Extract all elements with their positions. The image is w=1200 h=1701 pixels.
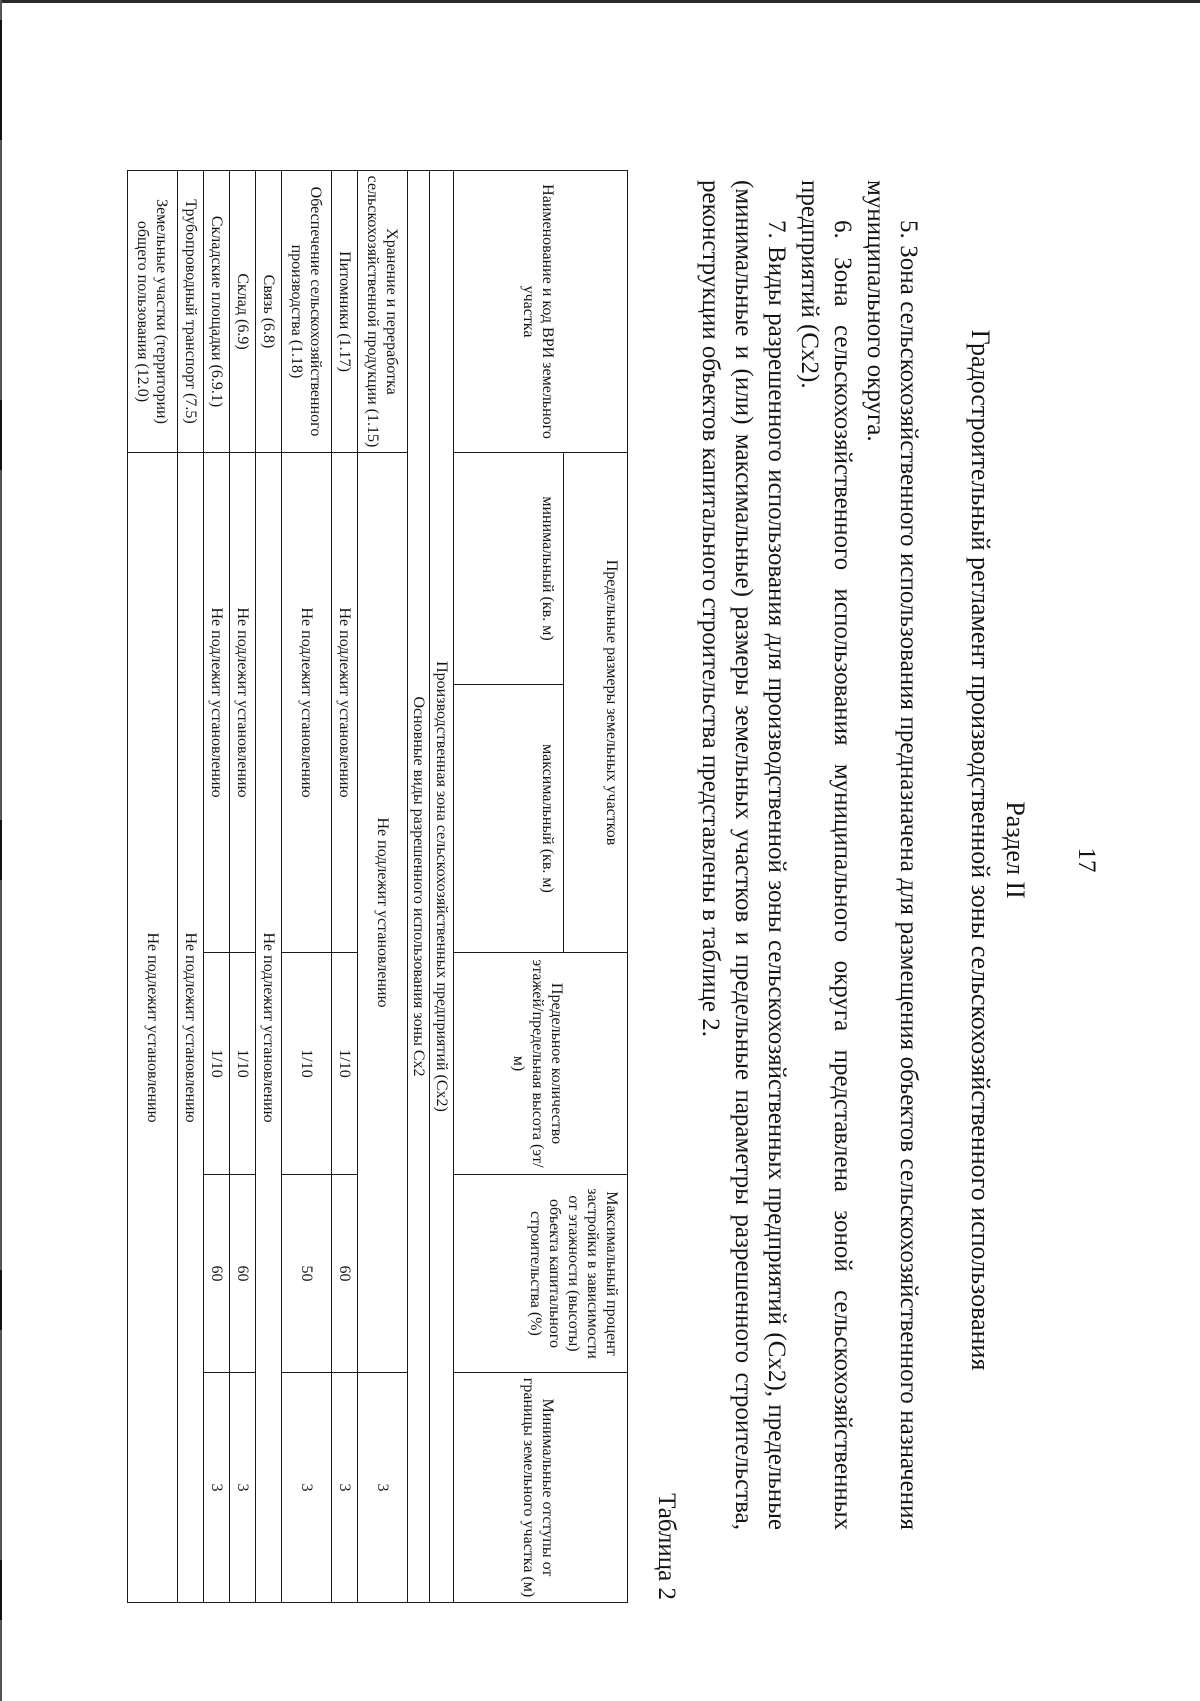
header-name: Наименование и код ВРИ земельного участка	[454, 171, 628, 453]
scan-top-edge	[0, 0, 1200, 3]
row-size-value: Не подлежит установлению	[282, 453, 332, 953]
row-floors: 1/10	[332, 953, 358, 1175]
paragraph-7: 7. Виды разрешенного использования для производственной зоны сельскохозяйственных предприятий (Сх2), предельные (минимальные и (или) максимальные) размеры земельных участков и предельные параметры разрешенного строительства, реконструкции объектов капитального строительства представлены в таблице 2.	[697, 180, 790, 1530]
row-setback: 3	[358, 1373, 408, 1603]
row-name: Хранение и переработка сельскохозяйственной продукции (1.15)	[358, 171, 408, 453]
row-merged-value: Не подлежит установлению	[358, 453, 408, 1373]
row-merged-value: Не подлежит установлению	[256, 453, 282, 1603]
table-row	[282, 171, 332, 1603]
table-row	[204, 171, 230, 1603]
row-setback: 3	[230, 1373, 256, 1603]
row-merged-value: Не подлежит установлению	[128, 453, 178, 1603]
row-name: Складские площадки (6.9.1)	[204, 171, 230, 453]
table-row	[358, 171, 408, 1603]
scan-edge-mark	[0, 1560, 2, 1620]
header-max: максимальный (кв. м)	[454, 685, 564, 953]
row-floors: 1/10	[282, 953, 332, 1175]
table-caption: Таблица 2	[653, 1493, 680, 1600]
row-size-value: Не подлежит установлению	[230, 453, 256, 953]
table-row	[178, 171, 204, 1603]
header-floors: Предельное количество этажей/предельная высота (эт/м)	[454, 953, 628, 1175]
row-setback: 3	[332, 1373, 358, 1603]
row-coverage: 50	[282, 1175, 332, 1373]
table-row	[128, 171, 178, 1603]
row-name: Трубопроводный транспорт (7.5)	[178, 171, 204, 453]
row-setback: 3	[282, 1373, 332, 1603]
table-row	[230, 171, 256, 1603]
table-row	[256, 171, 282, 1603]
row-setback: 3	[204, 1373, 230, 1603]
row-merged-value: Не подлежит установлению	[178, 453, 204, 1603]
row-coverage: 60	[332, 1175, 358, 1373]
row-floors: 1/10	[204, 953, 230, 1175]
paragraph-6: 6. Зона сельскохозяйственного использования муниципального округа представлена зоной сельскохозяйственных предприятий (Сх2).	[796, 180, 856, 1530]
scan-edge-mark	[0, 1270, 2, 1330]
page-heading: Градостроительный регламент производственной зоны сельскохозяйственного использования	[966, 329, 995, 1371]
header-setback: Минимальные отступы от границы земельного участка (м)	[454, 1373, 628, 1603]
row-name: Связь (6.8)	[256, 171, 282, 453]
regulation-table	[127, 170, 628, 1603]
section-title: Раздел II	[1001, 801, 1030, 899]
header-min: минимальный (кв. м)	[454, 453, 564, 685]
scan-edge-mark	[0, 20, 2, 140]
scan-edge-mark	[0, 820, 2, 880]
main-types-row: Основные виды разрешенного использования зоны Сх2	[408, 171, 430, 1603]
zone-row: Производственная зона сельскохозяйственных предприятий (Сх2)	[430, 171, 454, 1603]
body-text	[694, 180, 925, 1530]
header-plot-sizes: Предельные размеры земельных участков	[564, 453, 628, 953]
row-name: Обеспечение сельскохозяйственного производства (1.18)	[282, 171, 332, 453]
page-number: 17	[1073, 847, 1100, 873]
row-floors: 1/10	[230, 953, 256, 1175]
row-name: Питомники (1.17)	[332, 171, 358, 453]
header-coverage: Максимальный процент застройки в зависимости от этажности (высоты) объекта капитального строительства (%)	[454, 1175, 628, 1373]
scan-edge-mark	[0, 400, 2, 470]
rotated-document-page	[40, 30, 1160, 1670]
row-name: Земельные участки (территории) общего пользования (12.0)	[128, 171, 178, 453]
paragraph-5: 5. Зона сельскохозяйственного использования предназначена для размещения объектов сельскохозяйственного назначения муниципального округа.	[862, 180, 922, 1530]
row-name: Склад (6.9)	[230, 171, 256, 453]
table-row	[332, 171, 358, 1603]
row-size-value: Не подлежит установлению	[332, 453, 358, 953]
row-coverage: 60	[230, 1175, 256, 1373]
row-size-value: Не подлежит установлению	[204, 453, 230, 953]
row-coverage: 60	[204, 1175, 230, 1373]
